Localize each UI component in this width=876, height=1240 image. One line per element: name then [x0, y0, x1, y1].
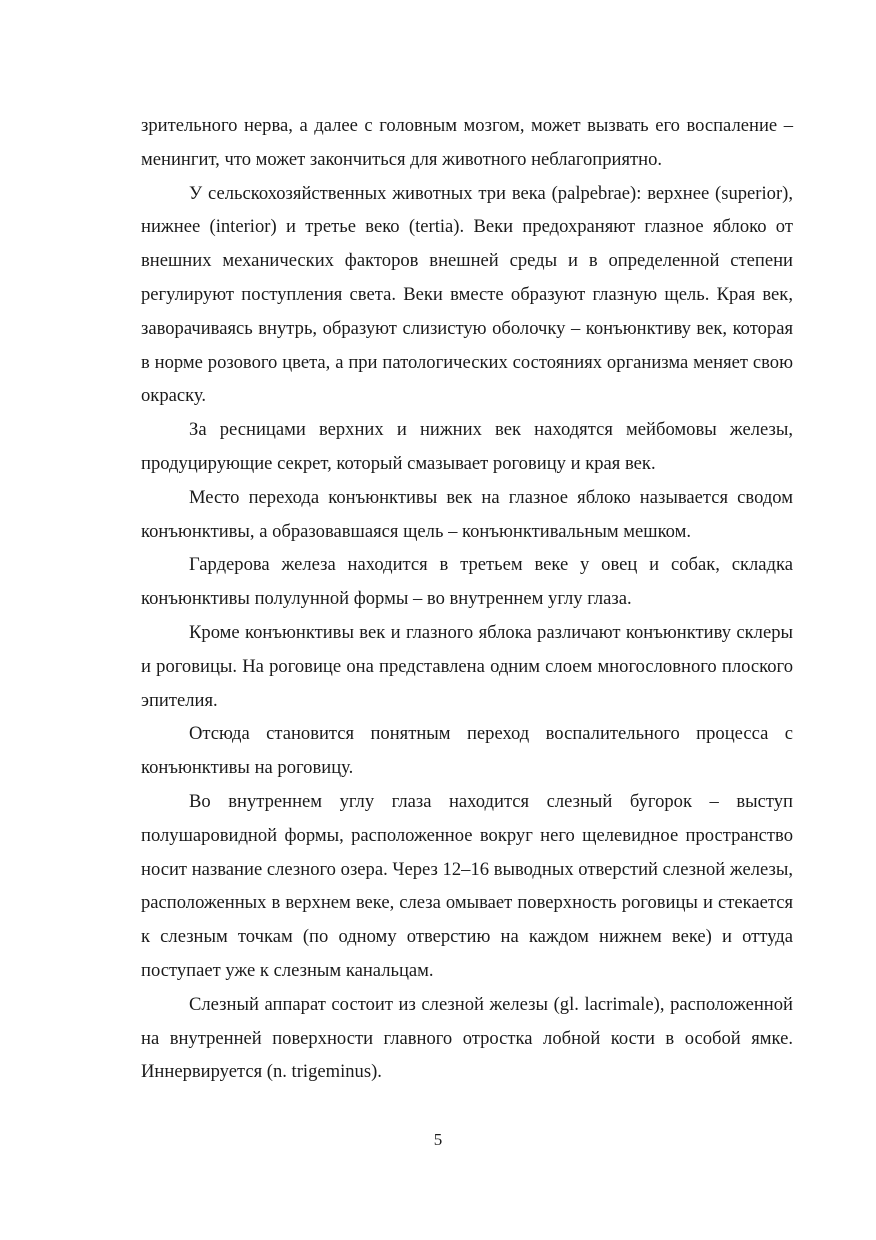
paragraph-meibomian-glands: За ресницами верхних и нижних век находятся мейбомовы железы, продуцирующие секрет, который смазывает роговицу и края век. [141, 419, 793, 474]
paragraph-continuation: зрительного нерва, а далее с головным мозгом, может вызвать его воспаление – менингит, что может закончиться для животного неблагоприятно. [141, 115, 793, 170]
text-body [141, 109, 793, 1089]
paragraph-conjunctival-fornix: Место перехода конъюнктивы век на глазное яблоко называется сводом конъюнктивы, а образовавшаяся щель – конъюнктивальным мешком. [141, 486, 793, 542]
paragraph-lacrimal-apparatus: Слезный аппарат состоит из слезной железы (gl. lacrimale), расположенной на внутренней поверхности главного отростка лобной кости в особой ямке. Иннервируется (n. trigeminus). [141, 993, 793, 1083]
paragraph-lacrimal-caruncle: Во внутреннем углу глаза находится слезный бугорок – выступ полушаровидной формы, расположенное вокруг него щелевидное пространство носит название слезного озера. Через 12–16 выводных отверстий слезной железы, расположенных в верхнем веке, слеза омывает поверхность роговицы и стекается к слезным точкам (по одному отверстию на каждом нижнем веке) и оттуда поступает уже к слезным канальцам. [141, 790, 793, 981]
paragraph-inflammation: Отсюда становится понятным переход воспалительного процесса с конъюнктивы на роговицу. [141, 723, 793, 779]
page-number: 5 [433, 1130, 443, 1149]
paragraph-harderian-gland: Гардерова железа находится в третьем веке у овец и собак, складка конъюнктивы полулунной формы – во внутреннем углу глаза. [141, 554, 793, 610]
paragraph-eyelids: У сельскохозяйственных животных три века (palpebrae): верхнее (superior), нижнее (interior) и третье веко (tertia). Веки предохраняют глазное яблоко от внешних механических факторов внешней среды и в определенной степени регулируют поступления света. Веки вместе образуют глазную щель. Края век, заворачиваясь внутрь, образуют слизистую оболочку – конъюнктиву век, которая в норме розового цвета, а при патологических состояниях организма меняет свою окраску. [141, 182, 793, 407]
paragraph-sclera-cornea: Кроме конъюнктивы век и глазного яблока различают конъюнктиву склеры и роговицы. На роговице она представлена одним слоем многословного плоского эпителия. [141, 621, 793, 711]
